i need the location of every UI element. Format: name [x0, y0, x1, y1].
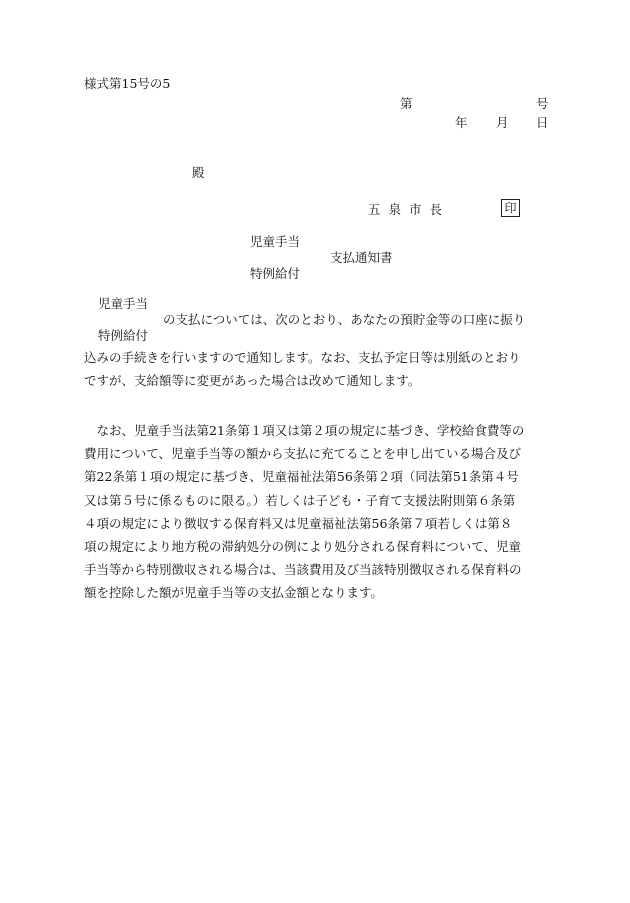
document-number-suffix: 号 [536, 96, 549, 111]
date-day-label: 日 [536, 115, 549, 130]
issuer-name: 五泉市長 [368, 202, 451, 217]
body-first-line: の支払については、次のとおり、あなたの預貯金等の口座に振り [163, 312, 526, 327]
paragraph-line: ですが、支給額等に変更があった場合は改めて通知します。 [84, 373, 421, 389]
title-option-special-benefit: 特例給付 [250, 266, 301, 281]
title-option-child-allowance: 児童手当 [250, 234, 301, 249]
paragraph-notice [84, 346, 554, 392]
paragraph-line: 額を控除した額が児童手当等の支払金額となります。 [84, 585, 384, 601]
paragraph-line: 込みの手続きを行いますので通知します。なお、支払予定日等は別紙のとおり [84, 350, 521, 365]
document-number-prefix: 第 [400, 96, 413, 111]
seal-box: 印 [501, 199, 520, 217]
body-option-child-allowance: 児童手当 [98, 296, 149, 311]
paragraph-line: 第22条第１項の規定に基づき、児童福祉法第56条第２項（同法第51条第４号 [84, 469, 519, 485]
body-option-special-benefit: 特例給付 [98, 328, 149, 343]
paragraph-line: ４項の規定により徴収する保育料又は児童福祉法第56条第７項若しくは第８ [84, 515, 513, 531]
paragraph-line: 手当等から特別徴収される場合は、当該費用及び当該特別徴収される保育料の [84, 562, 522, 578]
paragraph-line: なお、児童手当法第21条第１項又は第２項の規定に基づき、学校給食費等の [84, 423, 525, 438]
paragraph-line: 又は第５号に係るものに限る。）若しくは子ども・子育て支援法附則第６条第 [84, 492, 516, 508]
date-year-label: 年 [455, 115, 468, 130]
date-month-label: 月 [496, 115, 509, 130]
addressee-honorific: 殿 [192, 165, 205, 180]
paragraph-line: 費用について、児童手当等の額から支払に充てることを申し出ている場合及び [84, 446, 522, 462]
paragraph-deduction [84, 419, 554, 605]
form-number: 様式第15号の5 [84, 76, 171, 91]
paragraph-line: 項の規定により地方税の滞納処分の例により処分される保育料について、児童 [84, 539, 522, 555]
document-title: 支払通知書 [330, 250, 393, 265]
